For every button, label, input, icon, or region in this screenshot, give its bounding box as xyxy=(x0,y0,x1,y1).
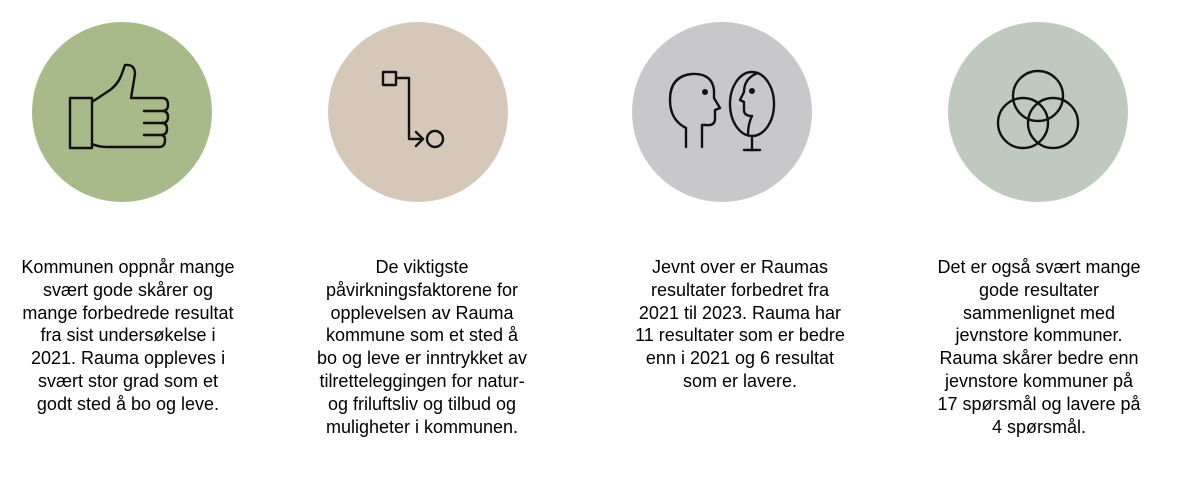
icon-circle-4 xyxy=(948,22,1128,202)
thumbs-up-icon xyxy=(67,62,177,162)
summary-column-2 xyxy=(296,0,548,477)
flow-arrow-icon xyxy=(373,67,463,157)
icon-circle-2 xyxy=(328,22,508,202)
icon-circle-1 xyxy=(32,22,212,202)
faces-mirror-icon xyxy=(662,62,782,162)
venn-diagram-icon xyxy=(990,64,1086,160)
summary-column-4 xyxy=(908,0,1170,477)
summary-text-1: Kommunen oppnår mange svært gode skårer og mange forbedrede resultat fra sist undersøkelse i 2021. Rauma oppleves i svært stor grad som et godt sted å bo og leve. xyxy=(21,257,235,414)
summary-column-1 xyxy=(0,0,256,477)
summary-text-3: Jevnt over er Raumas resultater forbedret fra 2021 til 2023. Rauma har 11 resultater som er bedre enn i 2021 og 6 resultat som er lavere. xyxy=(635,257,845,391)
icon-circle-3 xyxy=(632,22,812,202)
summary-text-2: De viktigste påvirkningsfaktorene for opplevelsen av Rauma kommune som et sted å bo og leve er inntrykket av tilretteleggingen for natur- og friluftsliv og tilbud og muligheter i kommunen. xyxy=(316,257,528,437)
summary-text-4: Det er også svært mange gode resultater sammenlignet med jevnstore kommuner. Rauma skårer bedre enn jevnstore kommuner på 17 spørsmål og lavere på 4 spørsmål. xyxy=(937,257,1141,437)
summary-column-3 xyxy=(612,0,868,477)
